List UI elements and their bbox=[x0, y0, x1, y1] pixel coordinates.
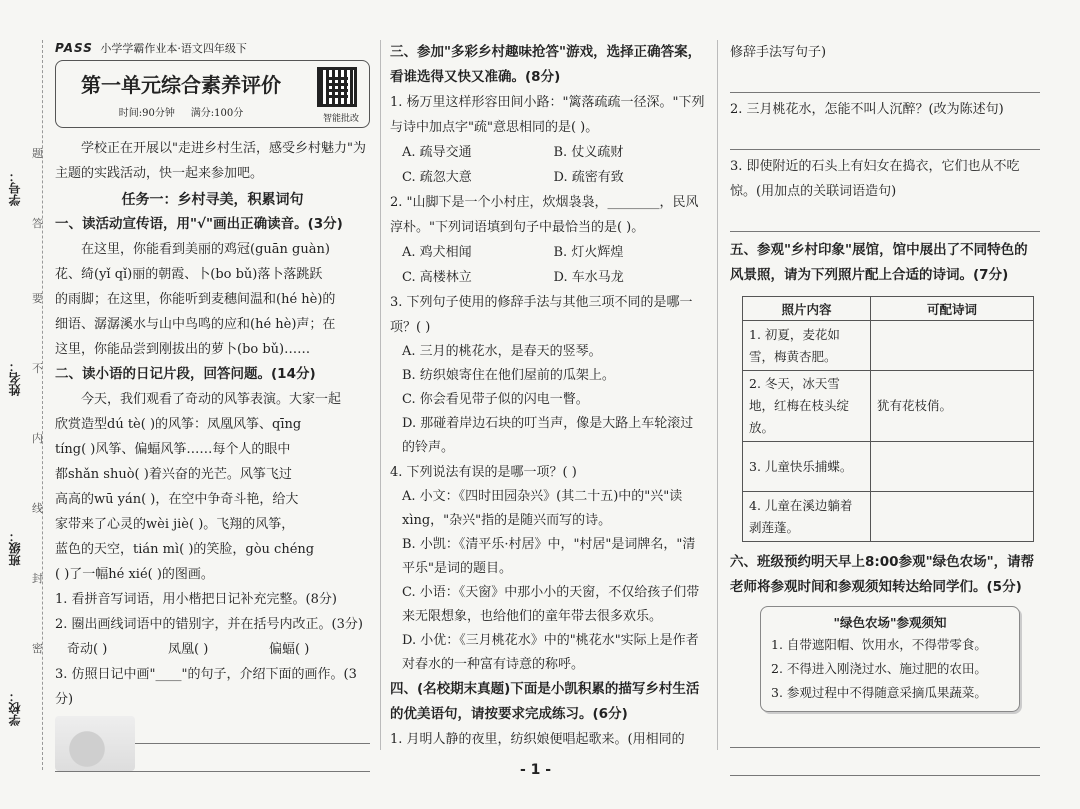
section-6-title: 六、班级预约明天早上8:00参观"绿色农场"，请帮老师将参观时间和参观须知转达给同学们。(5分) bbox=[730, 554, 1035, 595]
page-title: 第一单元综合素养评价 bbox=[81, 73, 281, 97]
poem-cell[interactable] bbox=[871, 492, 1034, 542]
option[interactable]: A. 小文：《四时田园杂兴》(其二十五)中的"兴"读xìng，"杂兴"指的是随兴而写的诗。 bbox=[402, 489, 683, 528]
binding-margin bbox=[0, 40, 50, 770]
seal-word: 密 bbox=[32, 642, 43, 655]
page-number: - 1 - bbox=[520, 762, 552, 778]
seal-word: 题 bbox=[32, 147, 43, 160]
question-4-2: 2. 三月桃花水，怎能不叫人沉醉？(改为陈述句) bbox=[730, 102, 1004, 117]
question-3-1: 1. 杨万里这样形容田间小路："篱落疏疏一径深。"下列与诗中加点字"疏"意思相同的是( )。 bbox=[390, 95, 705, 135]
diary-line: 欣赏造型dú tè( )的风筝：凤凰风筝、qīng bbox=[55, 417, 302, 432]
question-4-1: 1. 月明人静的夜里，纺织娘便唱起歌来。(用相同的 bbox=[390, 732, 685, 747]
book-title: 小学学霸作业本·语文四年级下 bbox=[100, 42, 247, 55]
option[interactable]: B. 小凯：《清平乐·村居》中，"村居"是词牌名，"清平乐"是词的题目。 bbox=[402, 537, 696, 576]
notice-item: 1. 自带遮阳帽、饮用水，不得带零食。 bbox=[771, 637, 987, 652]
option[interactable]: A. 三月的桃花水，是春天的竖琴。 bbox=[402, 344, 602, 359]
exam-meta bbox=[66, 104, 296, 119]
seal-word: 要 bbox=[32, 292, 43, 305]
section-5-title: 五、参观"乡村印象"展馆，馆中展出了不同特色的风景照，请为下列照片配上合适的诗词。(7分) bbox=[730, 242, 1028, 283]
diary-line: 今天，我们观看了奇动的风筝表演。大家一起 bbox=[81, 392, 342, 407]
correction-blank[interactable]: 偏蝠( ) bbox=[269, 642, 310, 657]
option[interactable]: D. 那碰着岸边石块的叮当声，像是大路上车轮滚过的铃声。 bbox=[402, 416, 694, 455]
option[interactable]: B. 纺织娘寄住在他们屋前的瓜架上。 bbox=[402, 368, 615, 383]
painting-image bbox=[55, 716, 135, 771]
correction-blank[interactable]: 奇动( ) bbox=[67, 642, 108, 657]
table-row bbox=[743, 492, 1034, 542]
option[interactable]: C. 小语：《天窗》中那小小的天窗，不仅给孩子们带来无限想象，也给他们的童年带去很多欢乐。 bbox=[402, 585, 700, 624]
notice-item: 3. 参观过程中不得随意采摘瓜果蔬菜。 bbox=[771, 685, 987, 700]
question-4-3: 3. 即使附近的石头上有妇女在捣衣，它们也从不吃惊。(用加点的关联词语造句) bbox=[730, 159, 1020, 199]
option[interactable]: C. 疏忽大意 bbox=[402, 170, 472, 185]
answer-line[interactable] bbox=[730, 720, 1040, 748]
table-row bbox=[743, 321, 1034, 371]
seal-word: 不 bbox=[32, 362, 43, 375]
question-4-1-continued: 修辞手法写句子) bbox=[730, 45, 827, 60]
passage-line: 细语、潺潺溪水与山中鸟鸣的应和(hé hè)声；在 bbox=[55, 317, 336, 332]
correction-items bbox=[55, 637, 370, 662]
answer-line[interactable] bbox=[730, 65, 1040, 93]
drawing-answer-area bbox=[55, 716, 370, 772]
answer-line[interactable] bbox=[730, 748, 1040, 776]
school-label: 学校： bbox=[8, 690, 22, 726]
name-label: 姓名： bbox=[8, 360, 22, 396]
qr-code-icon[interactable] bbox=[317, 67, 357, 107]
section-1-title: 一、读活动宣传语，用"√"画出正确读音。(3分) bbox=[55, 216, 343, 232]
option[interactable]: B. 灯火辉煌 bbox=[553, 245, 624, 260]
table-row bbox=[743, 442, 1034, 492]
option[interactable]: C. 你会看见带子似的闪电一瞥。 bbox=[402, 392, 589, 407]
correction-blank[interactable]: 凤凰( ) bbox=[168, 642, 209, 657]
intro-text: 学校正在开展以"走进乡村生活，感受乡村魅力"为主题的实践活动，快一起来参加吧。 bbox=[55, 141, 366, 181]
seal-word: 答 bbox=[32, 217, 43, 230]
table-row bbox=[743, 371, 1034, 442]
poem-cell[interactable] bbox=[871, 442, 1034, 492]
answer-line[interactable] bbox=[730, 204, 1040, 232]
notice-title: "绿色农场"参观须知 bbox=[833, 615, 947, 630]
question-3-3-options bbox=[390, 340, 705, 460]
notice-item: 2. 不得进入刚浇过水、施过肥的农田。 bbox=[771, 661, 987, 676]
column-left bbox=[55, 40, 370, 772]
photo-cell: 1. 初夏，麦花如雪，梅黄杏肥。 bbox=[743, 321, 871, 371]
poem-text: 犹有花枝俏。 bbox=[877, 398, 953, 413]
column-divider bbox=[380, 40, 381, 750]
exam-time: 时间:90分钟 bbox=[118, 108, 175, 119]
seal-word: 内 bbox=[32, 432, 43, 445]
section-2-diary bbox=[55, 387, 370, 587]
option[interactable]: A. 鸡犬相闻 bbox=[402, 245, 472, 260]
option[interactable]: D. 疏密有致 bbox=[553, 170, 624, 185]
section-1-passage bbox=[55, 237, 370, 362]
exam-score: 满分:100分 bbox=[190, 108, 244, 119]
column-right bbox=[730, 40, 1040, 776]
question-3-1-options bbox=[390, 140, 705, 190]
passage-line: 在这里，你能看到美丽的鸡冠(guān guàn) bbox=[81, 242, 330, 257]
visit-notice-box bbox=[760, 606, 1020, 712]
passage-line: 这里，你能品尝到刚拔出的萝卜(bo bǔ)…… bbox=[55, 342, 311, 357]
seal-word: 封 bbox=[32, 572, 43, 585]
question-3-2-options bbox=[390, 240, 705, 290]
task-heading: 任务一：乡村寻美，积累词句 bbox=[121, 192, 304, 208]
poem-cell[interactable] bbox=[871, 371, 1034, 442]
section-2-title: 二、读小语的日记片段，回答问题。(14分) bbox=[55, 366, 316, 382]
question-2-2: 2. 圈出画线词语中的错别字，并在括号内改正。(3分) bbox=[55, 617, 363, 632]
question-2-3: 3. 仿照日记中画"____"的句子，介绍下面的画作。(3分) bbox=[55, 667, 357, 707]
option[interactable]: B. 仗义疏财 bbox=[553, 145, 624, 160]
diary-line: ( )了一幅hé xié( )的图画。 bbox=[55, 567, 214, 582]
passage-line: 的雨脚；在这里，你能听到麦穗间温和(hé hè)的 bbox=[55, 292, 336, 307]
qr-label: 智能批改 bbox=[322, 114, 359, 124]
student-id-label: 学号： bbox=[8, 170, 22, 206]
passage-line: 花、绮(yǐ qǐ)丽的朝霞、卜(bo bǔ)落卜落跳跃 bbox=[55, 267, 323, 282]
option[interactable]: A. 疏导交通 bbox=[402, 145, 472, 160]
diary-line: 都shǎn shuò( )着兴奋的光芒。风筝飞过 bbox=[55, 467, 292, 482]
table-header: 可配诗词 bbox=[871, 297, 1034, 321]
question-2-1: 1. 看拼音写词语，用小楷把日记补充完整。(8分) bbox=[55, 592, 337, 607]
class-label: 班级： bbox=[8, 530, 22, 566]
title-box bbox=[55, 60, 370, 128]
option[interactable]: D. 小优：《三月桃花水》中的"桃花水"实际上是作者对春水的一种富有诗意的称呼。 bbox=[402, 633, 699, 672]
option[interactable]: D. 车水马龙 bbox=[553, 270, 624, 285]
book-header bbox=[55, 40, 370, 56]
poem-match-table bbox=[742, 296, 1034, 542]
table-header: 照片内容 bbox=[743, 297, 871, 321]
answer-line[interactable] bbox=[730, 122, 1040, 150]
section-3-title: 三、参加"多彩乡村趣味抢答"游戏，选择正确答案，看谁选得又快又准确。(8分) bbox=[390, 44, 702, 85]
diary-line: tíng( )风筝、偏蝠风筝……每个人的眼中 bbox=[55, 442, 291, 457]
option[interactable]: C. 高楼林立 bbox=[402, 270, 472, 285]
seal-word: 线 bbox=[32, 502, 43, 515]
diary-line: 家带来了心灵的wèi jiè( )。飞翔的风筝， bbox=[55, 517, 295, 532]
section-4-title: 四、(名校期末真题)下面是小凯积累的描写乡村生活的优美语句，请按要求完成练习。(6分) bbox=[390, 681, 700, 722]
column-divider bbox=[717, 40, 718, 750]
question-3-4-options bbox=[390, 485, 705, 677]
diary-line: 蓝色的天空，tián mì( )的笑脸，gòu chéng bbox=[55, 542, 315, 557]
photo-cell: 3. 儿童快乐捕蝶。 bbox=[743, 442, 871, 492]
question-3-4: 4. 下列说法有误的是哪一项？( ) bbox=[390, 465, 577, 480]
photo-cell: 2. 冬天，冰天雪地，红梅在枝头绽放。 bbox=[743, 371, 871, 442]
poem-cell[interactable] bbox=[871, 321, 1034, 371]
column-middle bbox=[390, 40, 705, 752]
photo-cell: 4. 儿童在溪边躺着剥莲蓬。 bbox=[743, 492, 871, 542]
question-3-2: 2. "山脚下是一个小村庄，炊烟袅袅，________，民风淳朴。"下列词语填到句子中最恰当的是( )。 bbox=[390, 195, 699, 235]
question-3-3: 3. 下列句子使用的修辞手法与其他三项不同的是哪一项？( ) bbox=[390, 295, 693, 335]
diary-line: 高高的wū yán( )，在空中争奇斗艳，给大 bbox=[55, 492, 299, 507]
brand-logo: PASS bbox=[55, 41, 93, 55]
